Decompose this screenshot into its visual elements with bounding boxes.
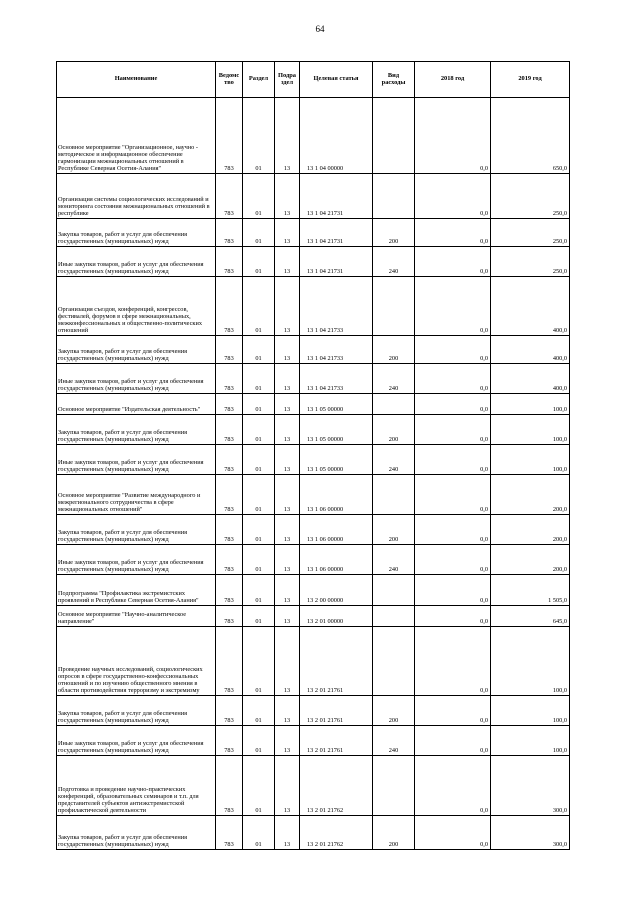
cell-2019: 200,0 [491, 515, 570, 545]
budget-table [56, 61, 570, 850]
cell-podrazdel: 13 [275, 445, 300, 475]
cell-2019: 400,0 [491, 336, 570, 364]
cell-vid: 240 [373, 545, 415, 575]
cell-name: Закупка товаров, работ и услуг для обеспечения государственных (муниципальных) нужд [57, 816, 216, 850]
cell-target: 13 2 00 00000 [300, 575, 373, 606]
cell-podrazdel: 13 [275, 394, 300, 415]
cell-ved: 783 [216, 627, 243, 696]
cell-target: 13 1 04 21731 [300, 247, 373, 277]
cell-podrazdel: 13 [275, 415, 300, 445]
cell-podrazdel: 13 [275, 575, 300, 606]
cell-vid [373, 606, 415, 627]
table-row [57, 545, 570, 575]
cell-vid [373, 475, 415, 515]
table-row [57, 415, 570, 445]
cell-vid: 200 [373, 816, 415, 850]
cell-target: 13 1 04 21733 [300, 364, 373, 394]
cell-podrazdel: 13 [275, 545, 300, 575]
table-header [57, 62, 570, 98]
cell-name: Организация системы социологических исследований и мониторинга состояния межнациональных отношений в республике [57, 174, 216, 219]
cell-target: 13 1 05 00000 [300, 394, 373, 415]
cell-razdel: 01 [243, 475, 275, 515]
cell-vid [373, 174, 415, 219]
cell-2019: 645,0 [491, 606, 570, 627]
cell-name: Иные закупки товаров, работ и услуг для обеспечения государственных (муниципальных) нужд [57, 364, 216, 394]
cell-target: 13 1 04 00000 [300, 98, 373, 174]
cell-ved: 783 [216, 277, 243, 336]
cell-2019: 250,0 [491, 174, 570, 219]
table-row [57, 247, 570, 277]
cell-ved: 783 [216, 696, 243, 726]
cell-ved: 783 [216, 174, 243, 219]
table-row [57, 219, 570, 247]
cell-target: 13 1 04 21733 [300, 277, 373, 336]
col-razdel-header: Раздел [243, 62, 275, 98]
cell-target: 13 2 01 21762 [300, 816, 373, 850]
cell-razdel: 01 [243, 415, 275, 445]
cell-name: Иные закупки товаров, работ и услуг для обеспечения государственных (муниципальных) нужд [57, 247, 216, 277]
cell-razdel: 01 [243, 277, 275, 336]
cell-2018: 0,0 [415, 756, 491, 816]
cell-podrazdel: 13 [275, 606, 300, 627]
cell-name: Подпрограмма "Профилактика экстремистских проявлений в Республике Северная Осетия-Алания" [57, 575, 216, 606]
cell-vid [373, 98, 415, 174]
cell-target: 13 1 05 00000 [300, 415, 373, 445]
cell-podrazdel: 13 [275, 515, 300, 545]
cell-2018: 0,0 [415, 336, 491, 364]
col-name-header: Наименование [57, 62, 216, 98]
cell-name: Закупка товаров, работ и услуг для обеспечения государственных (муниципальных) нужд [57, 696, 216, 726]
cell-razdel: 01 [243, 606, 275, 627]
cell-ved: 783 [216, 247, 243, 277]
cell-ved: 783 [216, 336, 243, 364]
cell-razdel: 01 [243, 445, 275, 475]
cell-razdel: 01 [243, 816, 275, 850]
cell-2018: 0,0 [415, 575, 491, 606]
cell-razdel: 01 [243, 515, 275, 545]
cell-vid [373, 277, 415, 336]
cell-ved: 783 [216, 475, 243, 515]
table-row [57, 575, 570, 606]
cell-2019: 300,0 [491, 816, 570, 850]
cell-2019: 200,0 [491, 545, 570, 575]
cell-2018: 0,0 [415, 445, 491, 475]
table-row [57, 277, 570, 336]
cell-target: 13 1 04 21731 [300, 219, 373, 247]
page-number: 64 [315, 24, 325, 34]
table-body [57, 98, 570, 850]
cell-ved: 783 [216, 445, 243, 475]
table-row [57, 336, 570, 364]
cell-2018: 0,0 [415, 816, 491, 850]
cell-name: Подготовка и проведение научно-практических конференций, образовательных семинаров и т.п. для представителей субъектов антиэкстремистской профилактической деятельности [57, 756, 216, 816]
cell-vid [373, 627, 415, 696]
cell-2018: 0,0 [415, 277, 491, 336]
table-row [57, 606, 570, 627]
cell-razdel: 01 [243, 364, 275, 394]
cell-target: 13 2 01 21761 [300, 627, 373, 696]
table-row [57, 445, 570, 475]
table-row [57, 174, 570, 219]
cell-name: Основное мероприятие "Издательская деятельность" [57, 394, 216, 415]
cell-podrazdel: 13 [275, 816, 300, 850]
cell-ved: 783 [216, 219, 243, 247]
cell-ved: 783 [216, 575, 243, 606]
cell-podrazdel: 13 [275, 475, 300, 515]
cell-razdel: 01 [243, 219, 275, 247]
cell-ved: 783 [216, 415, 243, 445]
cell-podrazdel: 13 [275, 627, 300, 696]
cell-name: Закупка товаров, работ и услуг для обеспечения государственных (муниципальных) нужд [57, 336, 216, 364]
cell-name: Закупка товаров, работ и услуг для обеспечения государственных (муниципальных) нужд [57, 415, 216, 445]
cell-2019: 400,0 [491, 277, 570, 336]
cell-2019: 1 505,0 [491, 575, 570, 606]
cell-vid: 240 [373, 364, 415, 394]
cell-ved: 783 [216, 364, 243, 394]
table-row [57, 696, 570, 726]
cell-name: Основное мероприятие "Развитие международного и межрегионального сотрудничества в сфере межнациональных отношений" [57, 475, 216, 515]
cell-target: 13 1 06 00000 [300, 475, 373, 515]
cell-2018: 0,0 [415, 219, 491, 247]
cell-vid: 200 [373, 336, 415, 364]
cell-ved: 783 [216, 726, 243, 756]
cell-razdel: 01 [243, 545, 275, 575]
table-row [57, 756, 570, 816]
cell-podrazdel: 13 [275, 756, 300, 816]
cell-2018: 0,0 [415, 515, 491, 545]
cell-podrazdel: 13 [275, 247, 300, 277]
cell-target: 13 1 05 00000 [300, 445, 373, 475]
cell-ved: 783 [216, 606, 243, 627]
cell-2018: 0,0 [415, 545, 491, 575]
cell-vid [373, 756, 415, 816]
cell-2018: 0,0 [415, 606, 491, 627]
table-row [57, 364, 570, 394]
cell-2018: 0,0 [415, 696, 491, 726]
table-row [57, 726, 570, 756]
cell-name: Закупка товаров, работ и услуг для обеспечения государственных (муниципальных) нужд [57, 515, 216, 545]
cell-2019: 100,0 [491, 726, 570, 756]
col-target-header: Целевая статья [300, 62, 373, 98]
cell-razdel: 01 [243, 336, 275, 364]
col-2019-header: 2019 год [491, 62, 570, 98]
cell-target: 13 1 04 21733 [300, 336, 373, 364]
col-2018-header: 2018 год [415, 62, 491, 98]
cell-name: Иные закупки товаров, работ и услуг для обеспечения государственных (муниципальных) нужд [57, 545, 216, 575]
cell-ved: 783 [216, 816, 243, 850]
table-row [57, 475, 570, 515]
cell-2018: 0,0 [415, 415, 491, 445]
table-row [57, 816, 570, 850]
cell-2019: 100,0 [491, 696, 570, 726]
cell-2019: 300,0 [491, 756, 570, 816]
cell-2019: 250,0 [491, 219, 570, 247]
cell-2018: 0,0 [415, 247, 491, 277]
cell-2019: 100,0 [491, 445, 570, 475]
cell-name: Иные закупки товаров, работ и услуг для обеспечения государственных (муниципальных) нужд [57, 445, 216, 475]
col-podrazdel-header: Подра здел [275, 62, 300, 98]
cell-podrazdel: 13 [275, 336, 300, 364]
cell-target: 13 1 06 00000 [300, 545, 373, 575]
cell-ved: 783 [216, 98, 243, 174]
cell-vid: 200 [373, 515, 415, 545]
table-row [57, 627, 570, 696]
cell-target: 13 2 01 00000 [300, 606, 373, 627]
cell-podrazdel: 13 [275, 219, 300, 247]
cell-name: Иные закупки товаров, работ и услуг для обеспечения государственных (муниципальных) нужд [57, 726, 216, 756]
cell-ved: 783 [216, 545, 243, 575]
table-row [57, 515, 570, 545]
cell-razdel: 01 [243, 575, 275, 606]
cell-2019: 100,0 [491, 627, 570, 696]
cell-2018: 0,0 [415, 98, 491, 174]
cell-target: 13 2 01 21762 [300, 756, 373, 816]
cell-vid: 240 [373, 445, 415, 475]
cell-name: Основное мероприятие "Организационное, научно - методическое и информационное обеспечение гармонизации межнациональных отношений в Республике Северная Осетия-Алания" [57, 98, 216, 174]
cell-podrazdel: 13 [275, 98, 300, 174]
cell-2018: 0,0 [415, 627, 491, 696]
cell-vid: 200 [373, 219, 415, 247]
cell-razdel: 01 [243, 726, 275, 756]
cell-podrazdel: 13 [275, 277, 300, 336]
cell-razdel: 01 [243, 394, 275, 415]
cell-2019: 250,0 [491, 247, 570, 277]
cell-name: Проведение научных исследований, социологических опросов в сфере государственно-конфессиональных отношений и по изучению общественного мнения в области противодействия терроризму и экстремизму [57, 627, 216, 696]
cell-name: Основное мероприятие "Научно-аналитическое направление" [57, 606, 216, 627]
cell-name: Закупка товаров, работ и услуг для обеспечения государственных (муниципальных) нужд [57, 219, 216, 247]
cell-razdel: 01 [243, 696, 275, 726]
cell-ved: 783 [216, 394, 243, 415]
cell-name: Организация съездов, конференций, конгрессов, фестивалей, форумов в сфере межнациональных, межконфессиональных и общественно-политических отношений [57, 277, 216, 336]
cell-vid: 200 [373, 696, 415, 726]
cell-razdel: 01 [243, 98, 275, 174]
cell-2018: 0,0 [415, 475, 491, 515]
cell-ved: 783 [216, 515, 243, 545]
cell-target: 13 2 01 21761 [300, 726, 373, 756]
cell-2019: 200,0 [491, 475, 570, 515]
cell-vid: 240 [373, 247, 415, 277]
cell-2019: 400,0 [491, 364, 570, 394]
cell-target: 13 2 01 21761 [300, 696, 373, 726]
cell-razdel: 01 [243, 756, 275, 816]
cell-ved: 783 [216, 756, 243, 816]
cell-podrazdel: 13 [275, 364, 300, 394]
cell-2018: 0,0 [415, 394, 491, 415]
col-ved-header: Ведомс тво [216, 62, 243, 98]
cell-vid [373, 394, 415, 415]
cell-2019: 100,0 [491, 415, 570, 445]
cell-vid: 240 [373, 726, 415, 756]
col-vid-header: Вид расходы [373, 62, 415, 98]
cell-target: 13 1 04 21731 [300, 174, 373, 219]
cell-podrazdel: 13 [275, 726, 300, 756]
cell-razdel: 01 [243, 174, 275, 219]
cell-2018: 0,0 [415, 726, 491, 756]
table-row [57, 394, 570, 415]
cell-2018: 0,0 [415, 364, 491, 394]
cell-2018: 0,0 [415, 174, 491, 219]
cell-razdel: 01 [243, 627, 275, 696]
cell-podrazdel: 13 [275, 696, 300, 726]
cell-vid [373, 575, 415, 606]
cell-2019: 100,0 [491, 394, 570, 415]
cell-target: 13 1 06 00000 [300, 515, 373, 545]
cell-vid: 200 [373, 415, 415, 445]
cell-podrazdel: 13 [275, 174, 300, 219]
table-row [57, 98, 570, 174]
cell-2019: 650,0 [491, 98, 570, 174]
cell-razdel: 01 [243, 247, 275, 277]
